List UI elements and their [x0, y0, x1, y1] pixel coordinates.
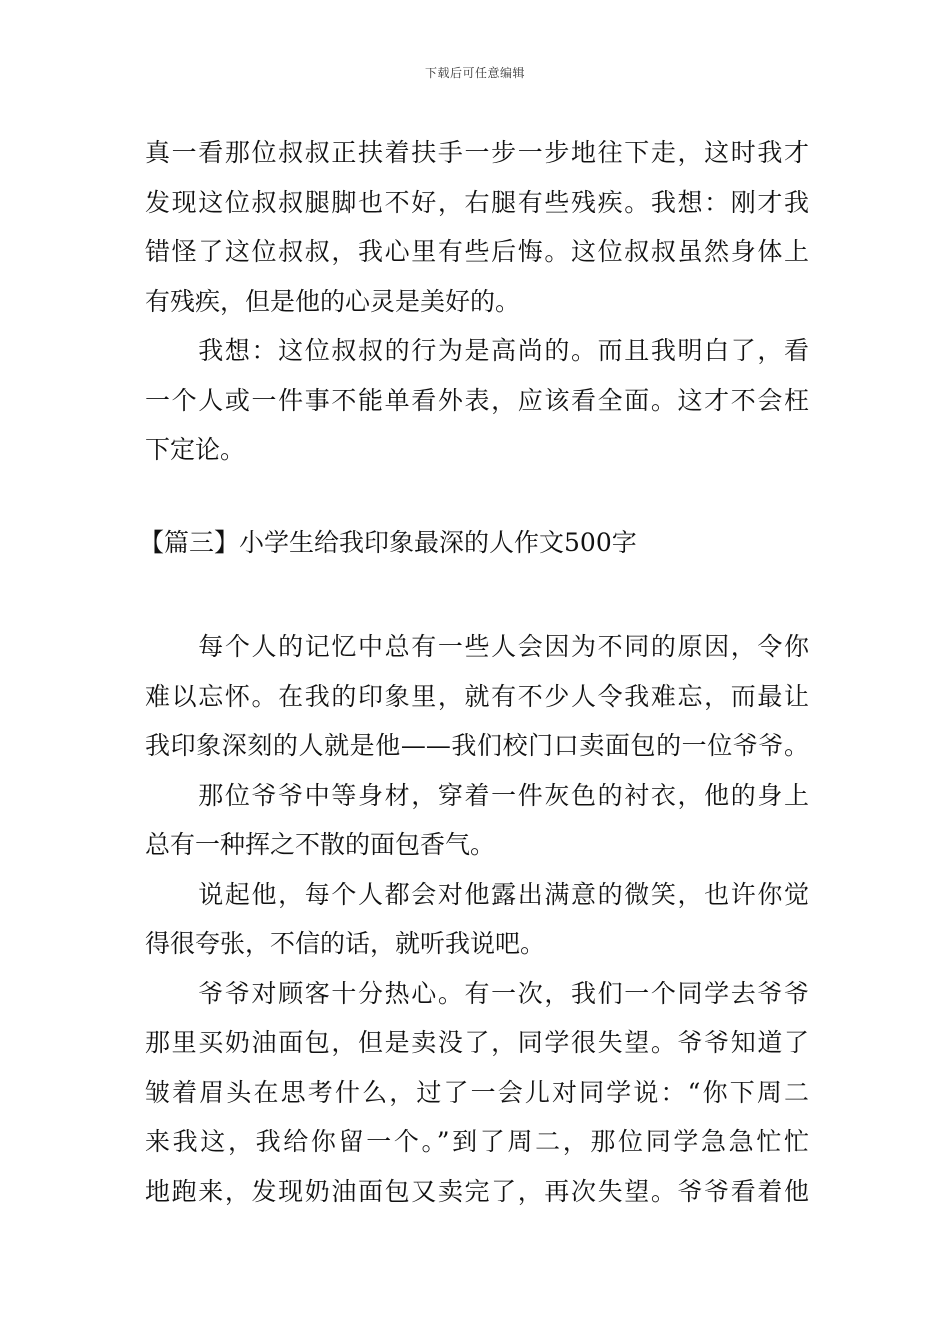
text-line: 难以忘怀。在我的印象里，就有不少人令我难忘，而最让 [145, 681, 809, 711]
text-line: 有残疾，但是他的心灵是美好的。 [145, 286, 521, 316]
document-body [139, 128, 809, 1216]
section-heading: 【篇三】小学生给我印象最深的人作文500字 [139, 527, 637, 557]
text-line: 得很夸张，不信的话，就听我说吧。 [145, 929, 546, 958]
text-line: 那位爷爷中等身材，穿着一件灰色的衬衣，他的身上 [145, 780, 809, 810]
text-line: 一个人或一件事不能单看外表，应该看全面。这才不会枉 [145, 385, 809, 415]
text-line: 每个人的记忆中总有一些人会因为不同的原因，令你 [145, 632, 809, 661]
text-line: 地跑来，发现奶油面包又卖完了，再次失望。爷爷看着他 [145, 1176, 809, 1206]
text-line: 我印象深刻的人就是他——我们校门口卖面包的一位爷爷。 [145, 731, 809, 760]
spacer [145, 475, 809, 518]
text-line: 发现这位叔叔腿脚也不好，右腿有些残疾。我想：刚才我 [145, 187, 809, 217]
text-line: 那里买奶油面包，但是卖没了，同学很失望。爷爷知道了 [145, 1028, 809, 1057]
spacer [145, 567, 809, 622]
text-line: 来我这，我给你留一个。”到了周二，那位同学急急忙忙 [145, 1127, 809, 1156]
paragraph-block-1 [145, 128, 809, 475]
text-line: 真一看那位叔叔正扶着扶手一步一步地往下走，这时我才 [145, 138, 809, 167]
text-line: 错怪了这位叔叔，我心里有些后悔。这位叔叔虽然身体上 [145, 237, 809, 266]
text-line: 爷爷对顾客十分热心。有一次，我们一个同学去爷爷 [145, 978, 809, 1008]
text-line: 我想：这位叔叔的行为是高尚的。而且我明白了，看 [145, 336, 809, 365]
text-line: 说起他，每个人都会对他露出满意的微笑，也许你觉 [145, 879, 809, 909]
paragraph-block-2 [145, 622, 809, 1216]
text-line: 皱着眉头在思考什么，过了一会儿对同学说：“你下周二 [145, 1077, 809, 1107]
text-line: 总有一种挥之不散的面包香气。 [145, 830, 496, 859]
text-line: 下定论。 [145, 435, 246, 464]
page-header: 下载后可任意编辑 [424, 66, 525, 80]
